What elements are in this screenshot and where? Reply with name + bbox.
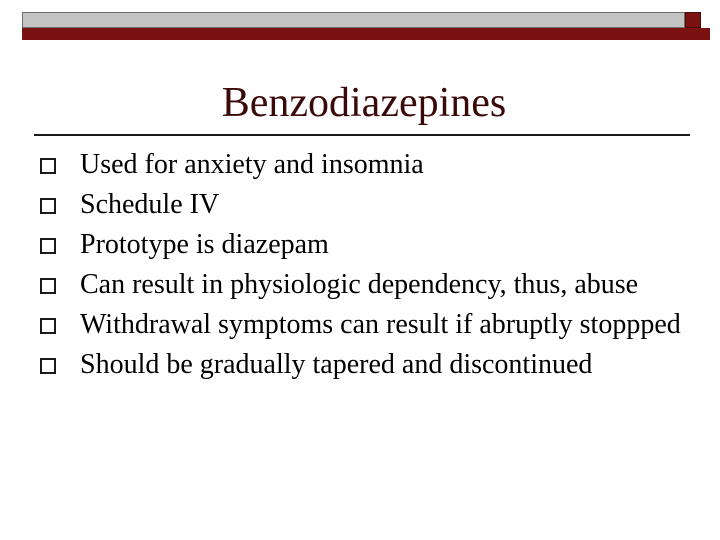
slide-title: Benzodiazepines: [221, 80, 507, 126]
bullet-text: Used for anxiety and insomnia: [80, 149, 424, 180]
bullet-item: [38, 265, 698, 305]
band-red-bar: [22, 28, 710, 40]
band-gray-bar: [22, 12, 685, 28]
bullet-text: Withdrawal symptoms can result if abruptly stoppped: [80, 309, 681, 340]
band-light-square: [701, 12, 710, 28]
top-decorative-band: [22, 12, 710, 38]
hollow-square-icon: [40, 318, 56, 334]
hollow-square-icon: [40, 198, 56, 214]
bullet-item: [38, 225, 698, 265]
bullet-item: [38, 185, 698, 225]
bullet-text: Schedule IV: [80, 189, 220, 220]
hollow-square-icon: [40, 158, 56, 174]
band-red-square: [685, 12, 701, 28]
bullet-item: [38, 145, 698, 185]
bullet-item: [38, 305, 698, 345]
bullet-list: [38, 145, 698, 385]
bullet-text: Should be gradually tapered and discontinued: [80, 349, 593, 380]
title-divider: [34, 134, 690, 136]
bullet-text: Can result in physiologic dependency, thus, abuse: [80, 269, 639, 300]
hollow-square-icon: [40, 278, 56, 294]
bullet-text: Prototype is diazepam: [80, 229, 329, 260]
bullet-item: [38, 345, 698, 385]
hollow-square-icon: [40, 358, 56, 374]
hollow-square-icon: [40, 238, 56, 254]
